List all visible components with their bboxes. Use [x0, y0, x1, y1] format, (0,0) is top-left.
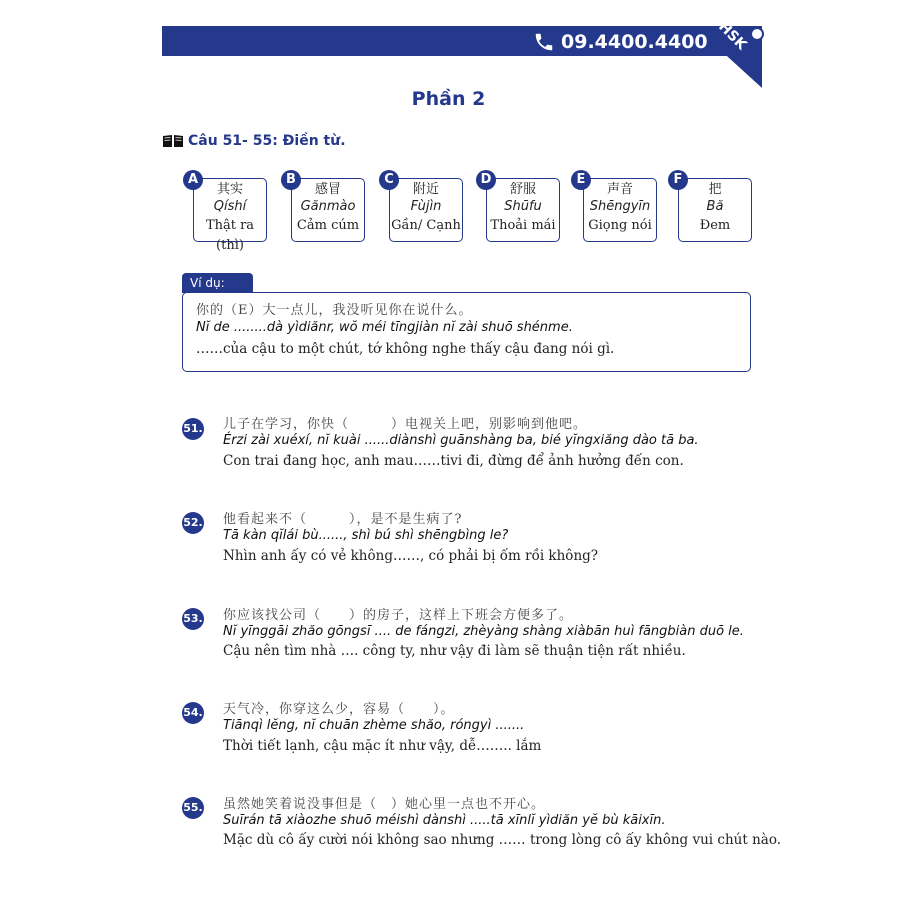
example-label: Ví dụ:: [182, 273, 253, 293]
brand-dot: [750, 27, 764, 41]
question-meaning: Mặc dù cô ấy cười nói không sao nhưng …… trong lòng cô ấy không vui chút nào.: [223, 832, 782, 848]
question-hanzi: 儿子在学习，你快（ ）电视关上吧，别影响到他吧。: [223, 417, 588, 432]
option-box-f: [678, 178, 752, 242]
question-number: 52.: [182, 512, 204, 534]
example-box: [182, 292, 751, 372]
section-label: Câu 51- 55: Điền từ.: [188, 133, 346, 149]
option-pinyin: Fùjìn: [410, 199, 442, 214]
question-hanzi: 虽然她笑着说没事但是（ ）她心里一点也不开心。: [223, 797, 546, 812]
option-letter: D: [476, 170, 496, 190]
option-letter: E: [571, 170, 591, 190]
question-meaning: Thời tiết lạnh, cậu mặc ít như vậy, dễ…….. lắm: [223, 738, 542, 754]
option-pinyin: Shūfu: [504, 199, 542, 214]
question-number: 53.: [182, 608, 204, 630]
option-pinyin: Bă: [706, 199, 724, 214]
option-pinyin: Shēngyīn: [589, 199, 651, 214]
option-meaning: Thoải mái: [490, 218, 556, 233]
brand-logo: HSK: [715, 18, 750, 54]
option-meaning: Giọng nói: [588, 218, 652, 233]
question-pinyin: Nĭ yīnggāi zhăo gōngsī .... de fángzi, zhèyàng shàng xiàbān huì fāngbiàn duō le.: [223, 624, 744, 639]
question-number: 55.: [182, 797, 204, 819]
option-meaning: Thật ra (thì): [205, 218, 255, 253]
phone-number: 09.4400.4400: [561, 31, 708, 53]
section-heading: [162, 133, 346, 149]
question-number: 54.: [182, 702, 204, 724]
question-hanzi: 天气冷，你穿这么少，容易（ ）。: [223, 702, 455, 717]
book-icon: [162, 134, 184, 148]
example-hanzi: 你的（E）大一点儿，我没听见你在说什么。: [196, 303, 473, 318]
option-hanzi: 其实: [216, 182, 243, 197]
question-pinyin: Tā kàn qĭlái bù......, shì bú shì shēngbìng le?: [223, 528, 509, 543]
option-hanzi: 舒服: [509, 182, 536, 197]
question-meaning: Con trai đang học, anh mau……tivi đi, đừng để ảnh hưởng đến con.: [223, 453, 684, 469]
option-meaning: Gần/ Cạnh: [391, 218, 461, 233]
phone-icon: [533, 31, 555, 53]
option-hanzi: 附近: [412, 182, 439, 197]
question-meaning: Nhìn anh ấy có vẻ không……, có phải bị ốm rồi không?: [223, 548, 599, 564]
option-box-e: [583, 178, 657, 242]
phone-contact: [533, 29, 708, 55]
page-title: Phần 2: [411, 88, 486, 110]
option-letter: F: [668, 170, 688, 190]
option-box-a: [193, 178, 267, 253]
example-pinyin: Nĭ de ........dà yìdiănr, wŏ méi tīngjiàn nĭ zài shuō shénme.: [196, 320, 573, 335]
question-meaning: Cậu nên tìm nhà …. công ty, như vậy đi làm sẽ thuận tiện rất nhiều.: [223, 643, 686, 659]
example-meaning: ……của cậu to một chút, tớ không nghe thấy cậu đang nói gì.: [196, 341, 615, 357]
option-hanzi: 声音: [606, 182, 633, 197]
option-pinyin: Gănmào: [300, 199, 356, 214]
option-pinyin: Qíshí: [213, 199, 247, 214]
option-box-d: [486, 178, 560, 242]
option-hanzi: 感冒: [314, 182, 341, 197]
option-box-c: [389, 178, 463, 242]
option-letter: C: [379, 170, 399, 190]
option-letter: A: [183, 170, 203, 190]
question-pinyin: Tiānqì lĕng, nĭ chuān zhème shăo, róngyì .......: [223, 718, 525, 733]
option-letter: B: [281, 170, 301, 190]
question-hanzi: 他看起来不（ ），是不是生病了?: [223, 512, 463, 527]
option-hanzi: 把: [708, 182, 722, 197]
option-box-b: [291, 178, 365, 242]
question-number: 51.: [182, 418, 204, 440]
option-meaning: Đem: [699, 218, 731, 233]
question-hanzi: 你应该找公司（ ）的房子，这样上下班会方便多了。: [223, 608, 574, 623]
option-meaning: Cảm cúm: [296, 218, 360, 233]
question-pinyin: Érzi zài xuéxí, nĭ kuài ......diànshì guānshàng ba, bié yĭngxiăng dào tā ba.: [223, 433, 699, 448]
question-pinyin: Suīrán tā xiàozhe shuō méishì dànshì .....tā xīnlĭ yìdiăn yĕ bù kāixīn.: [223, 813, 666, 828]
